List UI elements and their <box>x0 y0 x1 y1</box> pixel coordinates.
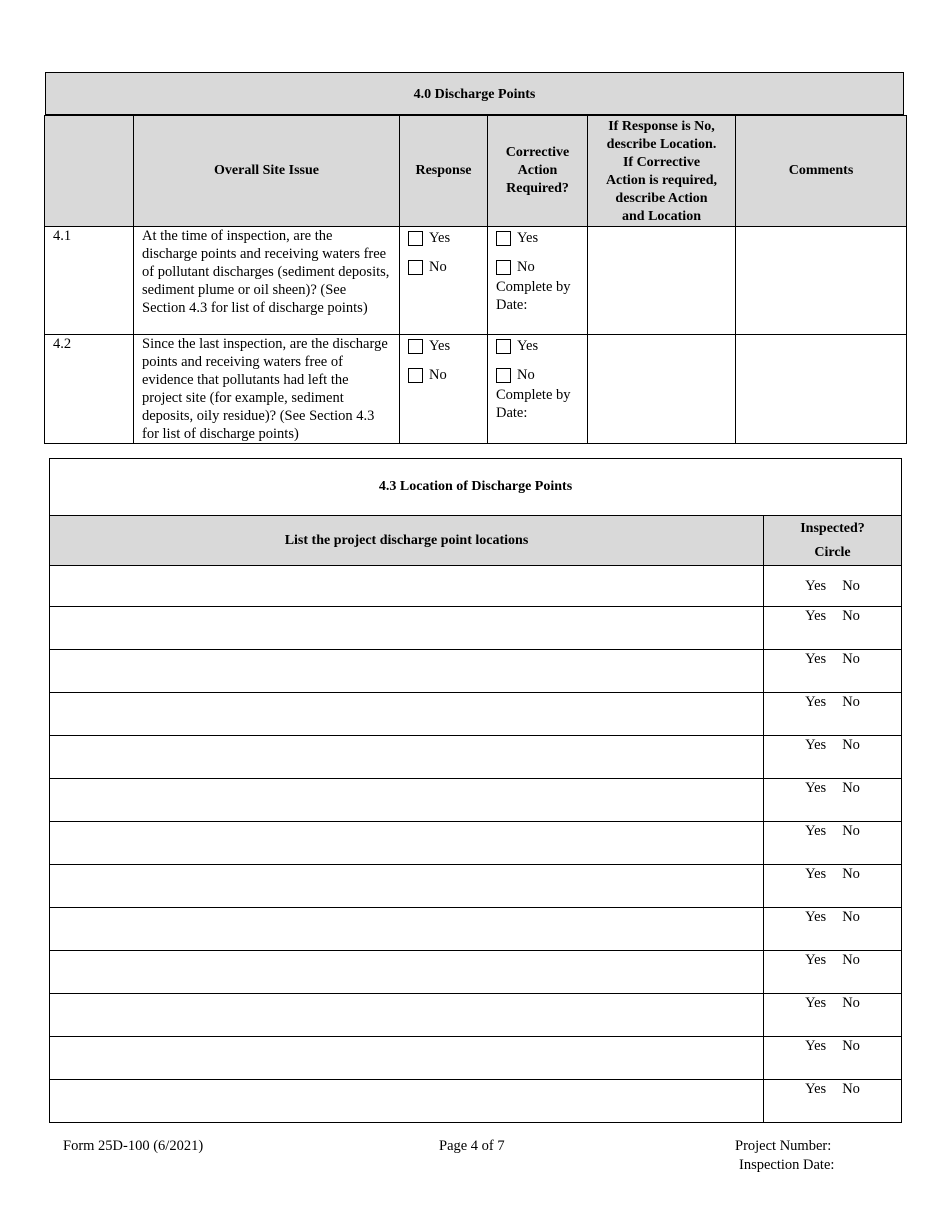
inspected-yes-option[interactable]: Yes <box>805 608 827 624</box>
inspected-yes-option[interactable]: Yes <box>805 577 827 594</box>
inspected-no-option[interactable]: No <box>842 866 860 882</box>
inspected-cell <box>764 566 902 607</box>
table-row <box>45 335 907 444</box>
page-number: Page 4 of 7 <box>439 1138 505 1154</box>
inspected-no-option[interactable]: No <box>842 823 860 839</box>
location-action-field[interactable] <box>588 227 736 335</box>
response-no-checkbox[interactable] <box>408 368 423 383</box>
discharge-location-field[interactable] <box>50 951 764 994</box>
corrective-yes-label: Yes <box>517 230 539 246</box>
discharge-location-field[interactable] <box>50 822 764 865</box>
inspected-yes-option[interactable]: Yes <box>805 1038 827 1054</box>
response-yes-label: Yes <box>429 230 451 246</box>
inspected-no-option[interactable]: No <box>842 651 860 667</box>
inspected-yes-option[interactable]: Yes <box>805 651 827 667</box>
corrective-no-label: No <box>517 367 535 383</box>
table-row <box>50 566 902 607</box>
table-row <box>50 607 902 650</box>
inspected-no-option[interactable]: No <box>842 952 860 968</box>
inspected-yes-option[interactable]: Yes <box>805 866 827 882</box>
response-yes-label: Yes <box>429 338 451 354</box>
corrective-cell <box>488 227 588 335</box>
discharge-location-field[interactable] <box>50 908 764 951</box>
section-4-3-title: 4.3 Location of Discharge Points <box>50 459 902 516</box>
header-response: Response <box>400 116 488 227</box>
table-row <box>50 650 902 693</box>
inspected-cell <box>764 607 902 650</box>
row-number: 4.2 <box>45 335 134 444</box>
circle-label: Circle <box>814 544 851 560</box>
inspected-yes-option[interactable]: Yes <box>805 694 827 710</box>
header-corrective: Corrective Action Required? <box>488 116 588 227</box>
inspected-no-option[interactable]: No <box>842 909 860 925</box>
table-row <box>50 908 902 951</box>
response-cell <box>400 227 488 335</box>
discharge-location-field[interactable] <box>50 736 764 779</box>
table-row <box>50 736 902 779</box>
inspected-yes-option[interactable]: Yes <box>805 737 827 753</box>
inspected-yes-option[interactable]: Yes <box>805 909 827 925</box>
discharge-location-field[interactable] <box>50 650 764 693</box>
header-issue: Overall Site Issue <box>134 116 400 227</box>
complete-by-date-label: Complete by Date: <box>496 279 571 313</box>
header-number <box>45 116 134 227</box>
discharge-location-field[interactable] <box>50 607 764 650</box>
inspected-cell <box>764 951 902 994</box>
table-row <box>45 227 907 335</box>
row-issue: Since the last inspection, are the discharge points and receiving waters free of evidence that pollutants had left the project site (for example, sediment deposits, oily residue)? (See Section 4.3 for list of discharge points) <box>134 335 400 444</box>
section-4-title: 4.0 Discharge Points <box>45 72 904 115</box>
corrective-no-label: No <box>517 259 535 275</box>
corrective-yes-label: Yes <box>517 338 539 354</box>
table-row <box>50 693 902 736</box>
inspected-cell <box>764 693 902 736</box>
discharge-location-field[interactable] <box>50 994 764 1037</box>
inspected-cell <box>764 908 902 951</box>
comments-field[interactable] <box>736 335 907 444</box>
inspected-cell <box>764 1037 902 1080</box>
row-issue: At the time of inspection, are the discharge points and receiving waters free of pollutant discharges (sediment deposits, sediment plume or oil sheen)? (See Section 4.3 for list of discharge points) <box>134 227 400 335</box>
corrective-no-checkbox[interactable] <box>496 368 511 383</box>
inspected-yes-option[interactable]: Yes <box>805 952 827 968</box>
corrective-no-checkbox[interactable] <box>496 260 511 275</box>
discharge-location-field[interactable] <box>50 779 764 822</box>
table-row <box>50 865 902 908</box>
discharge-points-table <box>44 115 907 444</box>
comments-field[interactable] <box>736 227 907 335</box>
inspected-no-option[interactable]: No <box>842 694 860 710</box>
inspected-cell <box>764 736 902 779</box>
response-yes-checkbox[interactable] <box>408 231 423 246</box>
inspected-no-option[interactable]: No <box>842 577 860 594</box>
table-row <box>50 994 902 1037</box>
table-row <box>50 951 902 994</box>
table-row <box>50 1080 902 1123</box>
corrective-yes-checkbox[interactable] <box>496 231 511 246</box>
response-no-label: No <box>429 259 447 275</box>
inspected-no-option[interactable]: No <box>842 780 860 796</box>
corrective-yes-checkbox[interactable] <box>496 339 511 354</box>
discharge-location-field[interactable] <box>50 693 764 736</box>
project-number-label: Project Number: <box>735 1138 832 1154</box>
discharge-locations-table <box>49 458 902 1123</box>
inspected-header <box>764 516 902 566</box>
inspected-no-option[interactable]: No <box>842 737 860 753</box>
table-row <box>50 1037 902 1080</box>
inspected-cell <box>764 1080 902 1123</box>
inspected-cell <box>764 865 902 908</box>
form-number: Form 25D-100 (6/2021) <box>63 1138 204 1154</box>
location-action-field[interactable] <box>588 335 736 444</box>
table-row <box>50 779 902 822</box>
discharge-location-field[interactable] <box>50 865 764 908</box>
discharge-location-field[interactable] <box>50 1037 764 1080</box>
inspected-yes-option[interactable]: Yes <box>805 823 827 839</box>
header-if-no: If Response is No, describe Location. If Corrective Action is required, describe Action and Location <box>588 116 736 227</box>
inspected-yes-option[interactable]: Yes <box>805 780 827 796</box>
table-row <box>50 822 902 865</box>
locations-header: List the project discharge point locations <box>50 516 764 566</box>
inspected-yes-option[interactable]: Yes <box>805 995 827 1011</box>
inspected-cell <box>764 994 902 1037</box>
response-cell <box>400 335 488 444</box>
inspected-cell <box>764 822 902 865</box>
inspected-no-option[interactable]: No <box>842 608 860 624</box>
discharge-location-field[interactable] <box>50 1080 764 1123</box>
inspected-cell <box>764 779 902 822</box>
inspected-no-option[interactable]: No <box>842 1038 860 1054</box>
header-comments: Comments <box>736 116 907 227</box>
inspected-cell <box>764 650 902 693</box>
response-no-checkbox[interactable] <box>408 260 423 275</box>
row-number: 4.1 <box>45 227 134 335</box>
complete-by-date-label: Complete by Date: <box>496 387 571 421</box>
corrective-cell <box>488 335 588 444</box>
inspected-yes-option[interactable]: Yes <box>805 1081 827 1097</box>
discharge-location-field[interactable] <box>50 566 764 607</box>
response-no-label: No <box>429 367 447 383</box>
inspected-no-option[interactable]: No <box>842 1081 860 1097</box>
inspection-date-label: Inspection Date: <box>739 1157 835 1173</box>
inspected-label: Inspected? <box>800 520 865 536</box>
inspected-no-option[interactable]: No <box>842 995 860 1011</box>
response-yes-checkbox[interactable] <box>408 339 423 354</box>
